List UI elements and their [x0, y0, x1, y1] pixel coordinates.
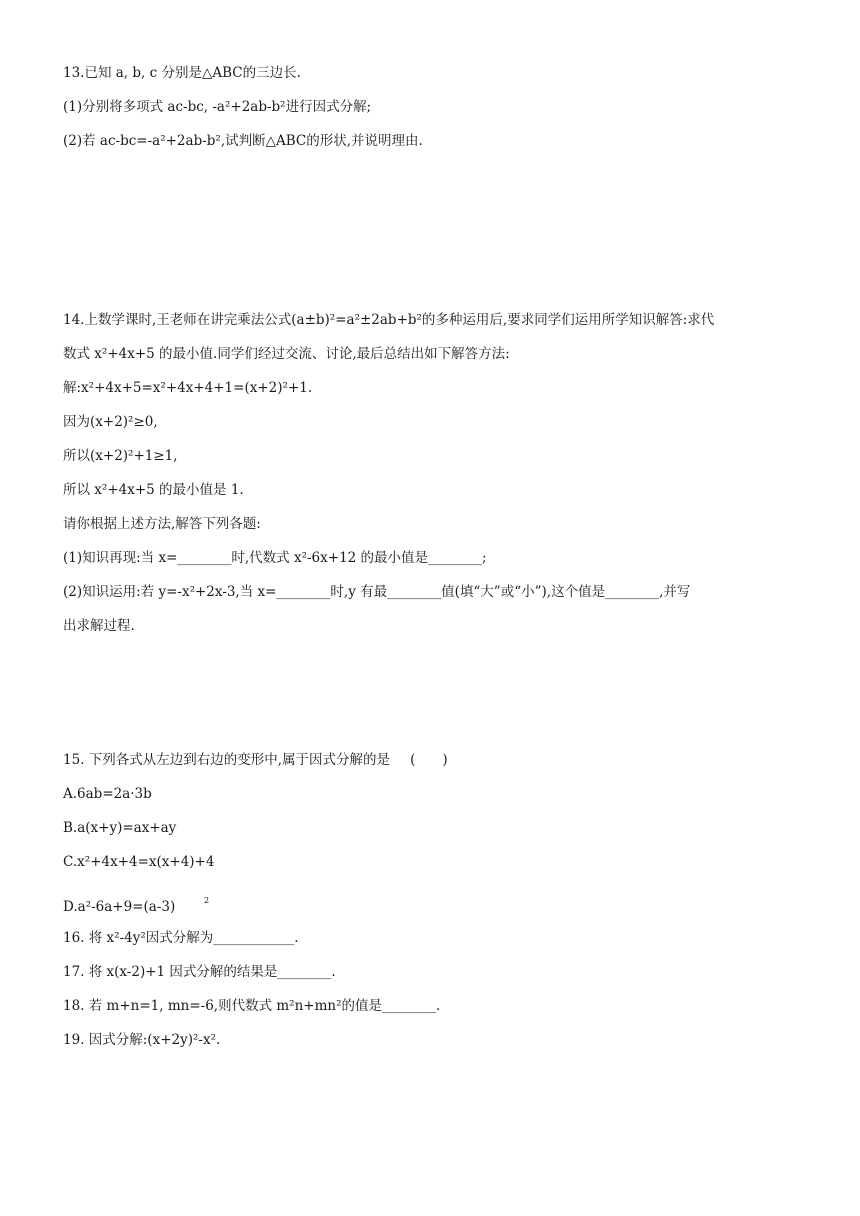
- q14-part2-line2: 出求解过程.: [63, 618, 135, 634]
- q13-part2: (2)若 ac-bc=-a²+2ab-b²,试判断△ABC的形状,并说明理由.: [63, 133, 423, 149]
- q15-option-d: D.a²-6a+9=(a-3): [63, 899, 176, 915]
- q18: 18. 若 m+n=1, mn=-6,则代数式 m²n+mn²的值是________.: [63, 998, 441, 1014]
- q13-stem: 13.已知 a, b, c 分别是△ABC的三边长.: [63, 65, 301, 81]
- q15-answer-paren: ( ): [410, 752, 448, 768]
- q14-stem-line1: 14.上数学课时,王老师在讲完乘法公式(a±b)²=a²±2ab+b²的多种运用后,要求同学们运用所学知识解答:求代: [63, 312, 715, 328]
- q13-part1: (1)分别将多项式 ac-bc, -a²+2ab-b²进行因式分解;: [63, 99, 372, 115]
- q14-stem-line2: 数式 x²+4x+5 的最小值.同学们经过交流、讨论,最后总结出如下解答方法:: [63, 346, 510, 362]
- q14-solution-line4: 所以 x²+4x+5 的最小值是 1.: [63, 482, 244, 498]
- q14-solution-line3: 所以(x+2)²+1≥1,: [63, 448, 178, 464]
- q14-part2-line1: (2)知识运用:若 y=-x²+2x-3,当 x=________时,y 有最________值(填“大”或“小”),这个值是________,并写: [63, 584, 691, 600]
- q15-option-d-exponent: 2: [204, 896, 210, 905]
- q19: 19. 因式分解:(x+2y)²-x².: [63, 1032, 221, 1048]
- q15-option-b: B.a(x+y)=ax+ay: [63, 820, 177, 836]
- q14-prompt: 请你根据上述方法,解答下列各题:: [63, 516, 261, 532]
- q14-solution-line2: 因为(x+2)²≥0,: [63, 414, 158, 430]
- q14-part1: (1)知识再现:当 x=________时,代数式 x²-6x+12 的最小值是________;: [63, 550, 487, 566]
- q16: 16. 将 x²-4y²因式分解为____________.: [63, 930, 299, 946]
- q17: 17. 将 x(x-2)+1 因式分解的结果是________.: [63, 964, 336, 980]
- q15-stem: 15. 下列各式从左边到右边的变形中,属于因式分解的是 ( ): [63, 752, 448, 768]
- q15-option-c: C.x²+4x+4=x(x+4)+4: [63, 854, 215, 870]
- q15-option-a: A.6ab=2a·3b: [63, 786, 152, 802]
- q14-solution-line1: 解:x²+4x+5=x²+4x+4+1=(x+2)²+1.: [63, 380, 313, 396]
